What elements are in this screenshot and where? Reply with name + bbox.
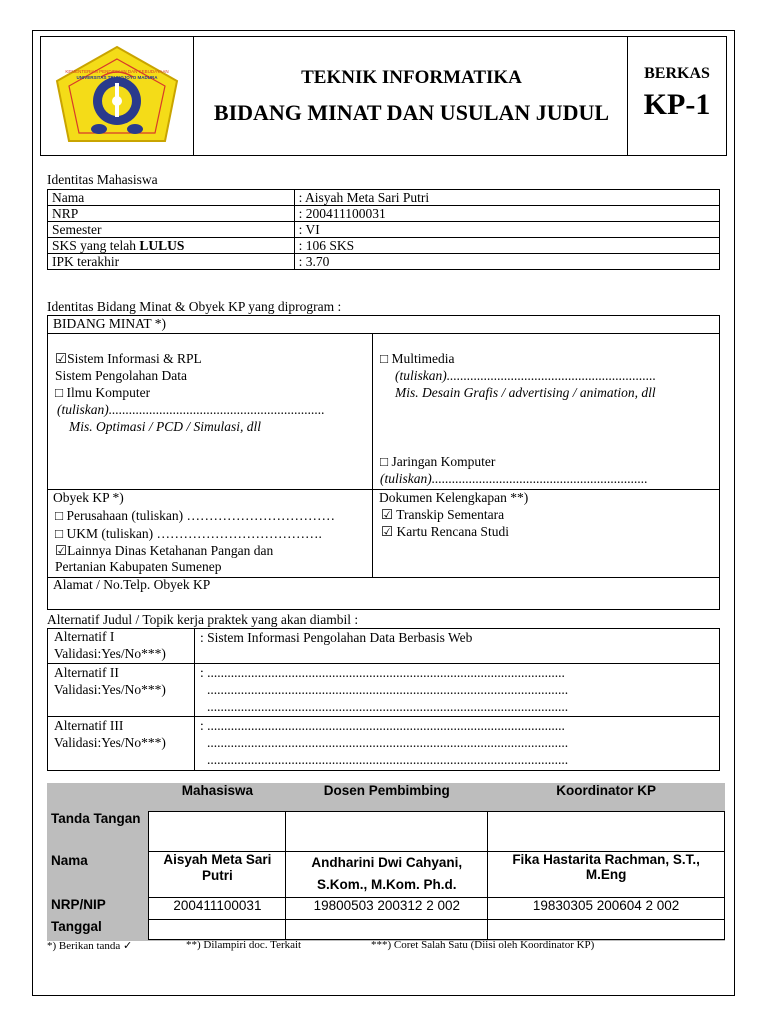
dokumen-transkip[interactable]: ☑ Transkip Sementara xyxy=(381,507,505,522)
option-lainnya-detail: Pertanian Kabupaten Sumenep xyxy=(55,559,222,574)
divider xyxy=(194,628,195,771)
table-row xyxy=(47,811,725,851)
header-title: TEKNIK INFORMATIKA xyxy=(301,67,522,88)
tanggal-dosen[interactable] xyxy=(286,919,488,939)
table-row xyxy=(47,851,725,897)
university-logo-icon xyxy=(41,37,193,155)
bidang-section-title: Identitas Bidang Minat & Obyek KP yang diprogram : xyxy=(47,299,342,314)
logo-cell xyxy=(41,37,194,155)
example-multimedia: Mis. Desain Grafis / advertising / animation, dll xyxy=(395,385,656,400)
table-row xyxy=(48,206,720,222)
alt1-validasi: Validasi:Yes/No***) xyxy=(54,646,166,661)
row-value: : Aisyah Meta Sari Putri xyxy=(294,190,719,206)
row-label: Semester xyxy=(48,222,295,238)
example-ilmu-komputer: Mis. Optimasi / PCD / Simulasi, dll xyxy=(69,419,262,434)
alt3-dots: ........................................................................................................... xyxy=(207,752,569,767)
row-value: : 3.70 xyxy=(294,254,719,270)
nrp-mahasiswa: 200411100031 xyxy=(149,897,286,919)
row-value: : 200411100031 xyxy=(294,206,719,222)
row-nrp: NRP/NIP xyxy=(47,897,149,919)
nama-mahasiswa: Aisyah Meta Sari Putri xyxy=(149,851,286,897)
alt3-label: Alternatif III xyxy=(54,718,124,733)
alt3-validasi: Validasi:Yes/No***) xyxy=(54,735,166,750)
judul-section-title: Alternatif Judul / Topik kerja praktek yang akan diambil : xyxy=(47,612,359,627)
alt2-dots: ........................................................................................................... xyxy=(207,682,569,697)
tanggal-mahasiswa[interactable] xyxy=(149,919,286,939)
table-cell xyxy=(47,783,149,811)
alt2-label: Alternatif II xyxy=(54,665,119,680)
option-ukm[interactable]: □ UKM (tuliskan) ………………………………. xyxy=(55,526,322,541)
row-tanda-tangan: Tanda Tangan xyxy=(47,811,149,851)
table-row xyxy=(47,919,725,939)
alt1-value: : Sistem Informasi Pengolahan Data Berbasis Web xyxy=(200,630,473,645)
row-label: Nama xyxy=(48,190,295,206)
row-nama: Nama xyxy=(47,851,149,897)
row-label: NRP xyxy=(48,206,295,222)
option-lainnya[interactable]: ☑Lainnya Dinas Ketahanan Pangan dan xyxy=(55,543,274,558)
row-label: IPK terakhir xyxy=(48,254,295,270)
bidang-header: BIDANG MINAT *) xyxy=(53,316,166,331)
table-row xyxy=(48,254,720,270)
svg-text:KEMENTERIAN PENDIDIKAN DAN KEB: KEMENTERIAN PENDIDIKAN DAN KEBUDAYAAN xyxy=(65,69,169,74)
option-sistem-informasi[interactable]: ☑Sistem Informasi & RPL xyxy=(55,351,202,366)
document-header xyxy=(40,36,727,156)
col-mahasiswa: Mahasiswa xyxy=(149,783,286,811)
footnote-1: *) Berikan tanda ✓ xyxy=(47,940,133,952)
identitas-table xyxy=(47,189,720,270)
alt3-dots: ........................................................................................................... xyxy=(207,735,569,750)
row-label-bold: LULUS xyxy=(139,238,185,253)
row-label-text: SKS yang telah xyxy=(52,238,140,253)
option-jaringan-komputer[interactable]: □ Jaringan Komputer xyxy=(380,454,496,469)
table-row xyxy=(48,190,720,206)
table-row xyxy=(47,783,725,811)
divider xyxy=(47,333,720,334)
row-label xyxy=(48,238,295,254)
divider xyxy=(47,663,720,664)
nama-dosen: Andharini Dwi Cahyani, S.Kom., M.Kom. Ph.d. xyxy=(286,851,488,897)
option-ilmu-komputer[interactable]: □ Ilmu Komputer xyxy=(55,385,151,400)
signature-koordinator[interactable] xyxy=(488,811,725,851)
footnote-3: ***) Coret Salah Satu (Diisi oleh Koordinator KP) xyxy=(371,939,595,951)
alt2-dots: : .......................................................................................................... xyxy=(200,665,565,680)
col-dosen: Dosen Pembimbing xyxy=(286,783,488,811)
tuliskan-multimedia: (tuliskan).............................................................. xyxy=(395,368,656,383)
nama-koordinator: Fika Hastarita Rachman, S.T., M.Eng xyxy=(488,851,725,897)
nip-dosen: 19800503 200312 2 002 xyxy=(286,897,488,919)
row-value: : VI xyxy=(294,222,719,238)
divider xyxy=(372,333,373,577)
identitas-section-title: Identitas Mahasiswa xyxy=(47,172,158,187)
footnote-2: **) Dilampiri doc. Terkait xyxy=(186,939,302,951)
col-koordinator: Koordinator KP xyxy=(488,783,725,811)
dokumen-krs[interactable]: ☑ Kartu Rencana Studi xyxy=(381,524,509,539)
header-subtitle: BIDANG MINAT DAN USULAN JUDUL xyxy=(213,100,610,125)
option-sistem-informasi-detail: Sistem Pengolahan Data xyxy=(55,368,187,383)
alt1-label: Alternatif I xyxy=(54,629,115,644)
nip-koordinator: 19830305 200604 2 002 xyxy=(488,897,725,919)
alt3-dots: : .......................................................................................................... xyxy=(200,718,565,733)
alt2-validasi: Validasi:Yes/No***) xyxy=(54,682,166,697)
table-row xyxy=(47,897,725,919)
tuliskan-ilmu-komputer: (tuliskan)................................................................ xyxy=(57,402,325,417)
table-row xyxy=(48,238,720,254)
tuliskan-jaringan: (tuliskan)................................................................ xyxy=(380,471,648,486)
dokumen-title: Dokumen Kelengkapan **) xyxy=(379,490,529,505)
row-tanggal: Tanggal xyxy=(47,919,149,939)
berkas-label: BERKAS xyxy=(644,65,710,82)
row-value: : 106 SKS xyxy=(294,238,719,254)
table-row xyxy=(48,222,720,238)
signature-mahasiswa[interactable] xyxy=(149,811,286,851)
signature-dosen[interactable] xyxy=(286,811,488,851)
option-perusahaan[interactable]: □ Perusahaan (tuliskan) …………………………… xyxy=(55,508,335,523)
alt2-dots: ........................................................................................................... xyxy=(207,699,569,714)
alamat-label: Alamat / No.Telp. Obyek KP xyxy=(53,577,211,592)
signature-table xyxy=(47,783,725,940)
option-multimedia[interactable]: □ Multimedia xyxy=(380,351,455,366)
obyek-title: Obyek KP *) xyxy=(53,490,124,505)
berkas-code: KP-1 xyxy=(643,88,711,121)
svg-text:UNIVERSITAS TRUNOJOYO MADURA: UNIVERSITAS TRUNOJOYO MADURA xyxy=(76,75,158,80)
tanggal-koordinator[interactable] xyxy=(488,919,725,939)
divider xyxy=(47,716,720,717)
